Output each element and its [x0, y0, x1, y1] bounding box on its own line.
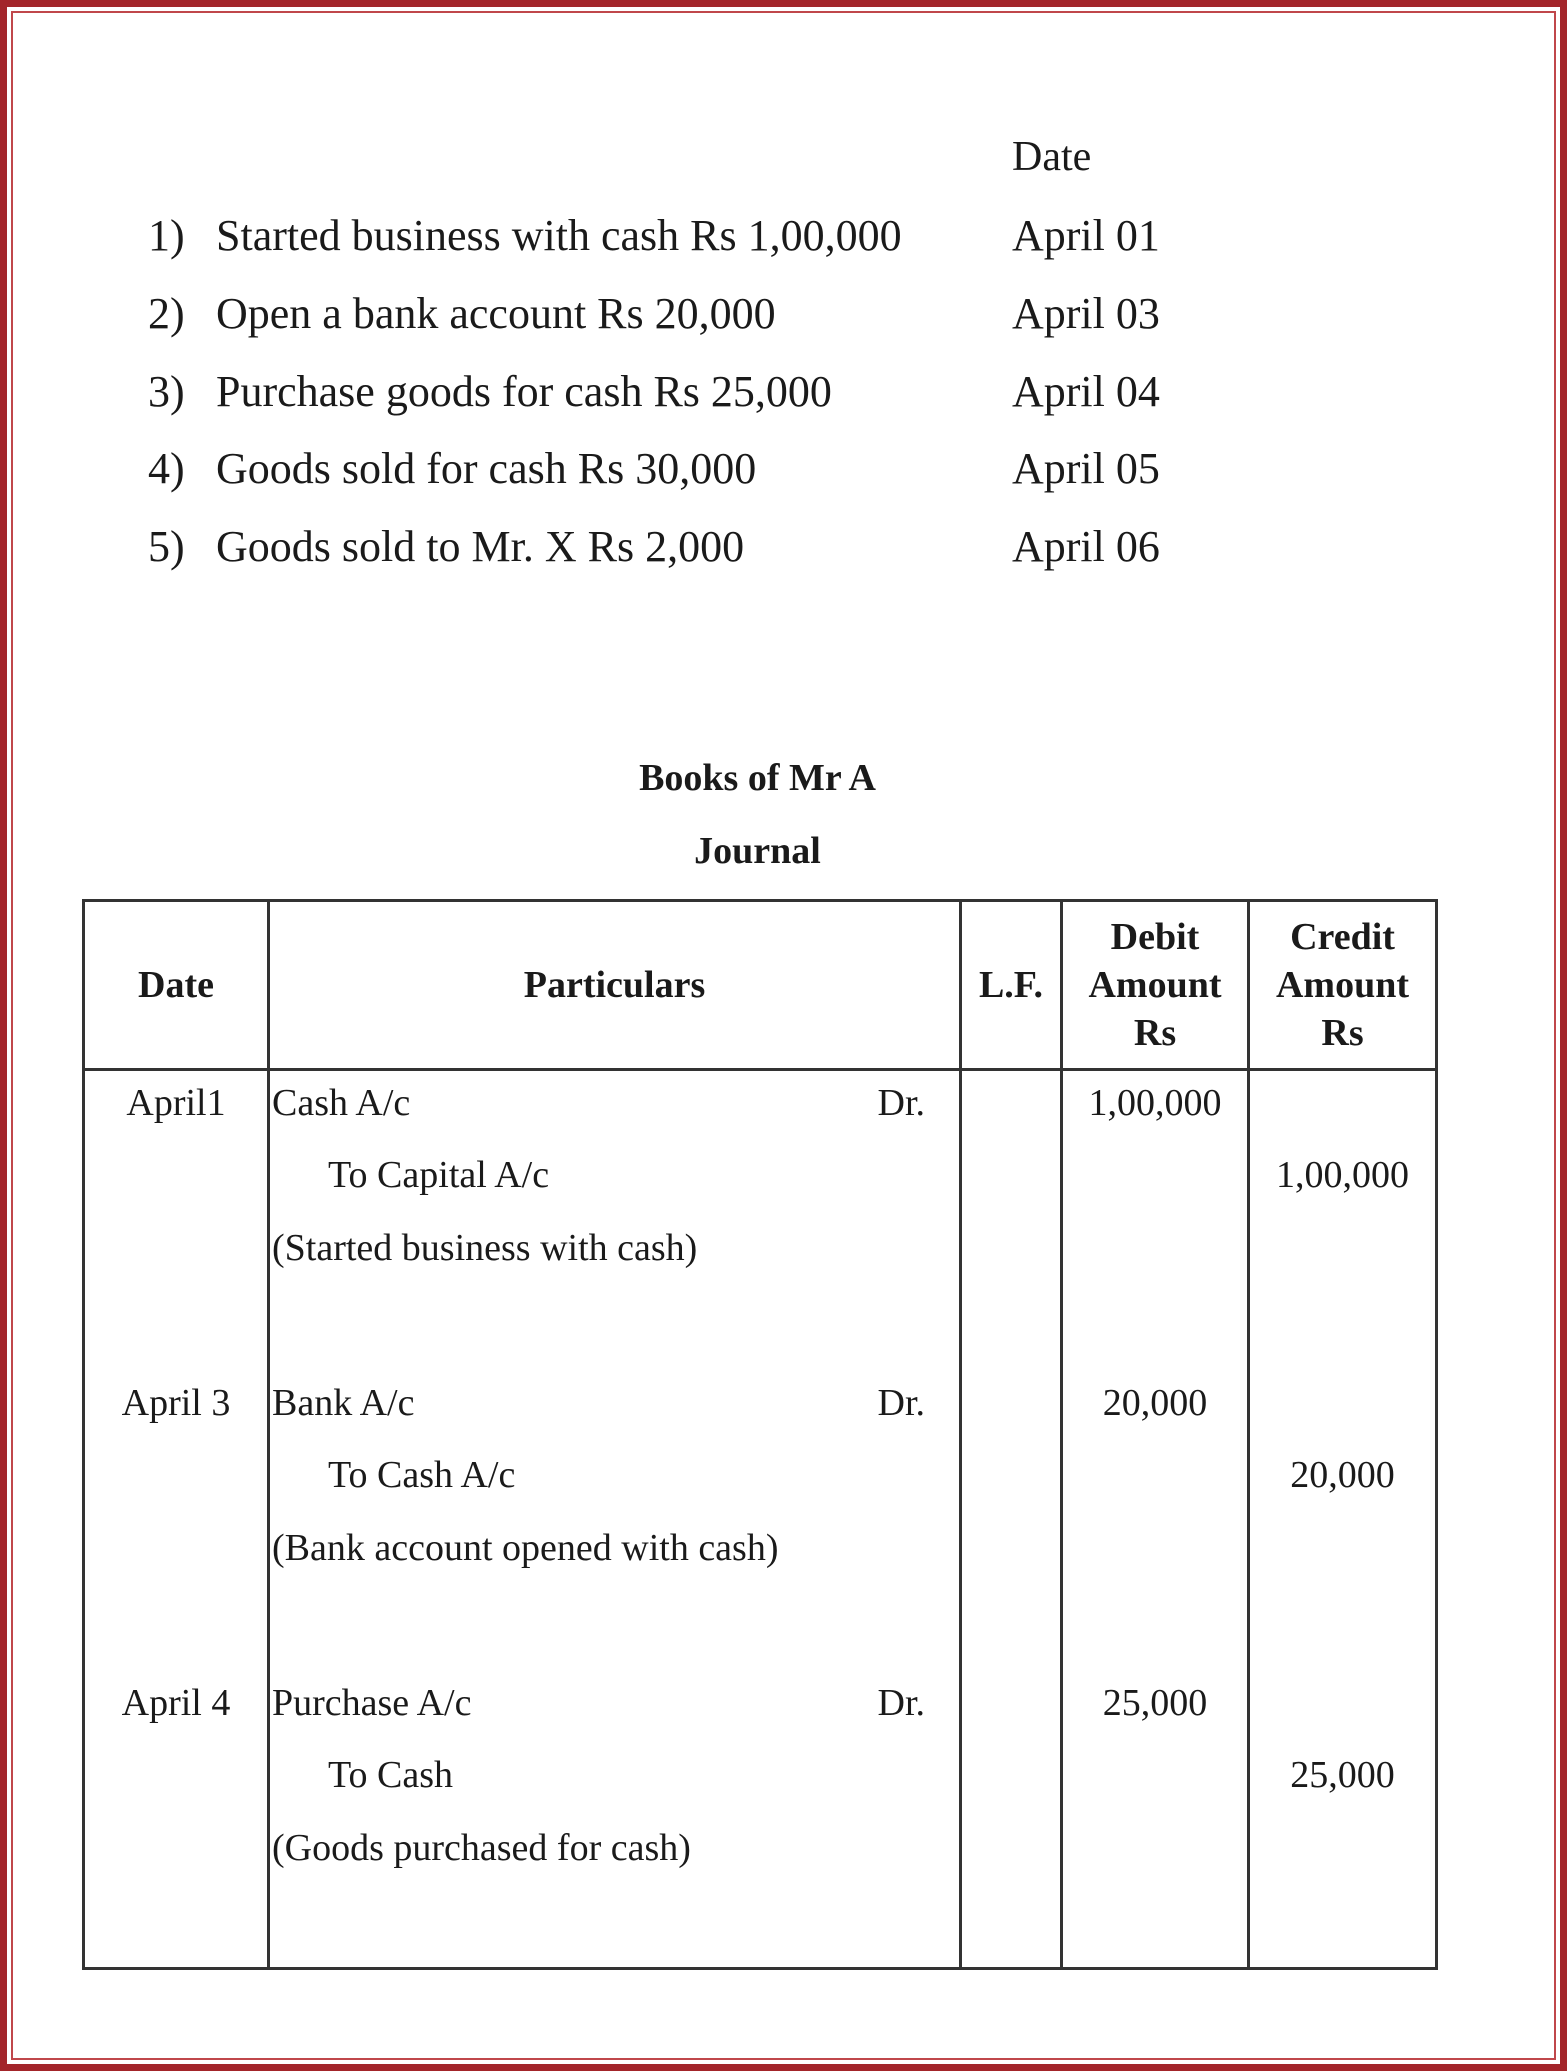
- transaction-number: 5): [148, 522, 185, 571]
- transaction-number: 3): [148, 367, 185, 416]
- transaction-number: 2): [148, 289, 185, 338]
- header-debit-line: Debit: [1110, 916, 1200, 958]
- header-credit-line: Credit: [1290, 916, 1395, 958]
- entry-narration: (Started business with cash): [272, 1227, 698, 1269]
- entry-credit-amount: 1,00,000: [1276, 1154, 1409, 1196]
- header-debit-amount: [1062, 901, 1249, 1070]
- entry-debit-account: Bank A/c: [272, 1382, 415, 1424]
- journal-header-row: [84, 901, 1437, 1070]
- entry-particulars: [269, 1070, 961, 1372]
- entry-credit-amount: 20,000: [1290, 1454, 1395, 1496]
- journal-entry-row: [84, 1671, 1437, 1969]
- entry-credit-account: To Cash A/c: [328, 1454, 516, 1496]
- header-credit-amount: [1249, 901, 1437, 1070]
- entry-debit-cell: [1062, 1371, 1249, 1671]
- transaction-item: [0, 443, 1300, 503]
- transaction-date: April 04: [1012, 367, 1160, 416]
- transaction-item: [0, 210, 1300, 270]
- transaction-description: Open a bank account Rs 20,000: [216, 289, 776, 338]
- entry-dr-marker: Dr.: [877, 1382, 925, 1424]
- journal-table: [82, 899, 1438, 1970]
- entry-narration: (Goods purchased for cash): [272, 1827, 691, 1869]
- entry-debit-cell: [1062, 1070, 1249, 1372]
- transaction-description: Started business with cash Rs 1,00,000: [216, 211, 902, 260]
- header-date: Date: [84, 901, 269, 1070]
- transaction-description: Goods sold to Mr. X Rs 2,000: [216, 522, 745, 571]
- entry-dr-marker: Dr.: [877, 1082, 925, 1124]
- entry-debit-amount: 25,000: [1102, 1682, 1208, 1724]
- entry-debit-amount: 20,000: [1102, 1382, 1208, 1424]
- header-credit-line: Amount: [1275, 964, 1410, 1006]
- entry-credit-account: To Cash: [328, 1754, 454, 1796]
- transaction-number: 1): [148, 211, 185, 260]
- entry-lf: [961, 1070, 1062, 1372]
- entry-lf: [961, 1671, 1062, 1969]
- book-title: Books of Mr A: [639, 757, 876, 799]
- entry-credit-cell: [1249, 1671, 1437, 1969]
- entry-credit-account: To Capital A/c: [328, 1154, 550, 1196]
- entry-debit-cell: [1062, 1671, 1249, 1969]
- transaction-description: Goods sold for cash Rs 30,000: [216, 444, 757, 493]
- transaction-date: April 01: [1012, 211, 1160, 260]
- entry-lf: [961, 1371, 1062, 1671]
- transaction-number: 4): [148, 444, 185, 493]
- entry-debit-amount: 1,00,000: [1088, 1082, 1222, 1124]
- entry-credit-amount: 25,000: [1290, 1754, 1395, 1796]
- transaction-item: [0, 366, 1300, 426]
- entry-narration: (Bank account opened with cash): [272, 1527, 779, 1569]
- transactions-date-header: Date: [1012, 134, 1092, 180]
- entry-particulars: [269, 1371, 961, 1671]
- entry-date: April1: [84, 1070, 269, 1372]
- journal-title: Journal: [694, 830, 821, 872]
- transaction-date: April 06: [1012, 522, 1160, 571]
- entry-date: April 4: [84, 1671, 269, 1969]
- header-debit-line: Rs: [1133, 1012, 1177, 1054]
- transaction-item: [0, 521, 1300, 581]
- entry-date: April 3: [84, 1371, 269, 1671]
- entry-particulars: [269, 1671, 961, 1969]
- transaction-date: April 05: [1012, 444, 1160, 493]
- header-lf: L.F.: [961, 901, 1062, 1070]
- entry-credit-cell: [1249, 1371, 1437, 1671]
- entry-credit-cell: [1249, 1070, 1437, 1372]
- entry-debit-account: Purchase A/c: [272, 1682, 472, 1724]
- entry-dr-marker: Dr.: [877, 1682, 925, 1724]
- transaction-date: April 03: [1012, 289, 1160, 338]
- header-particulars: Particulars: [269, 901, 961, 1070]
- transaction-description: Purchase goods for cash Rs 25,000: [216, 367, 832, 416]
- entry-debit-account: Cash A/c: [272, 1082, 411, 1124]
- journal-entry-row: [84, 1070, 1437, 1372]
- header-debit-line: Amount: [1088, 964, 1222, 1006]
- journal-entry-row: [84, 1371, 1437, 1671]
- transaction-item: [0, 288, 1300, 348]
- header-credit-line: Rs: [1321, 1012, 1364, 1054]
